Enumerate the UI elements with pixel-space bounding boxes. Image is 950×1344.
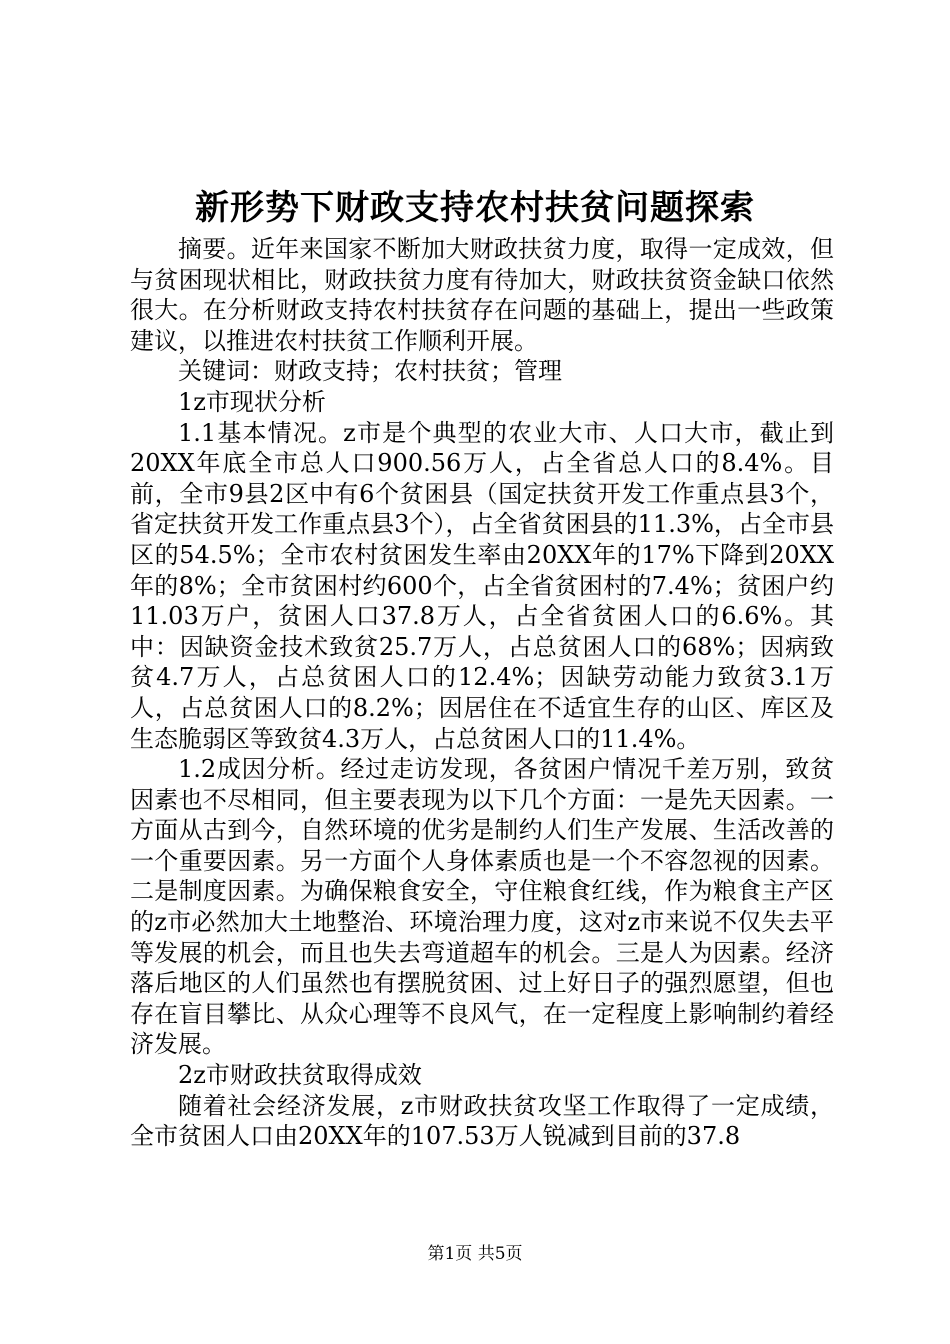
paragraph-cause-analysis: 1.2成因分析。经过走访发现，各贫困户情况千差万别，致贫因素也不尽相同，但主要表现为以下几个方面：一是先天因素。一方面从古到今，自然环境的优劣是制约人们生产发展、生活改善的一个重要因素。另一方面个人身体素质也是一个不容忽视的因素。二是制度因素。为确保粮食安全，守住粮食红线，作为粮食主产区的z市必然加大土地整治、环境治理力度，这对z市来说不仅失去平等发展的机会，而且也失去弯道超车的机会。三是人为因素。经济落后地区的人们虽然也有摆脱贫困、过上好日子的强烈愿望，但也存在盲目攀比、从众心理等不良风气，在一定程度上影响制约着经济发展。 — [130, 755, 834, 1059]
keywords-line: 关键词：财政支持；农村扶贫；管理 — [178, 357, 562, 386]
paragraph-basic-situation: 1.1基本情况。z市是个典型的农业大市、人口大市，截止到20XX年底全市总人口900.56万人，占全省总人口的8.4%。目前，全市9县2区中有6个贫困县（国定扶贫开发工作重点县3个，省定扶贫开发工作重点县3个），占全省贫困县的11.3%，占全市县区的54.5%；全市农村贫困发生率由20XX年的17%下降到20XX年的8%；全市贫困村约600个，占全省贫困村的7.4%；贫困户约11.03万户，贫困人口37.8万人，占全省贫困人口的6.6%。其中：因缺资金技术致贫25.7万人，占总贫困人口的68%；因病致贫4.7万人，占总贫困人口的12.4%；因缺劳动能力致贫3.1万人，占总贫困人口的8.2%；因居住在不适宜生存的山区、库区及生态脆弱区等致贫4.3万人，占总贫困人口的11.4%。 — [130, 418, 834, 753]
section-heading-1: 1z市现状分析 — [178, 387, 326, 416]
document-title: 新形势下财政支持农村扶贫问题探索 — [195, 188, 755, 228]
abstract-paragraph: 摘要。近年来国家不断加大财政扶贫力度，取得一定成效，但与贫困现状相比，财政扶贫力度有待加大，财政扶贫资金缺口依然很大。在分析财政支持农村扶贫存在问题的基础上，提出一些政策建议，以推进农村扶贫工作顺利开展。 — [130, 235, 834, 355]
page-number-footer: 第1页 共5页 — [427, 1244, 523, 1264]
section-heading-2: 2z市财政扶贫取得成效 — [178, 1061, 422, 1090]
document-body — [130, 234, 834, 1152]
paragraph-achievements: 随着社会经济发展，z市财政扶贫攻坚工作取得了一定成绩，全市贫困人口由20XX年的107.53万人锐减到目前的37.8 — [130, 1091, 834, 1151]
